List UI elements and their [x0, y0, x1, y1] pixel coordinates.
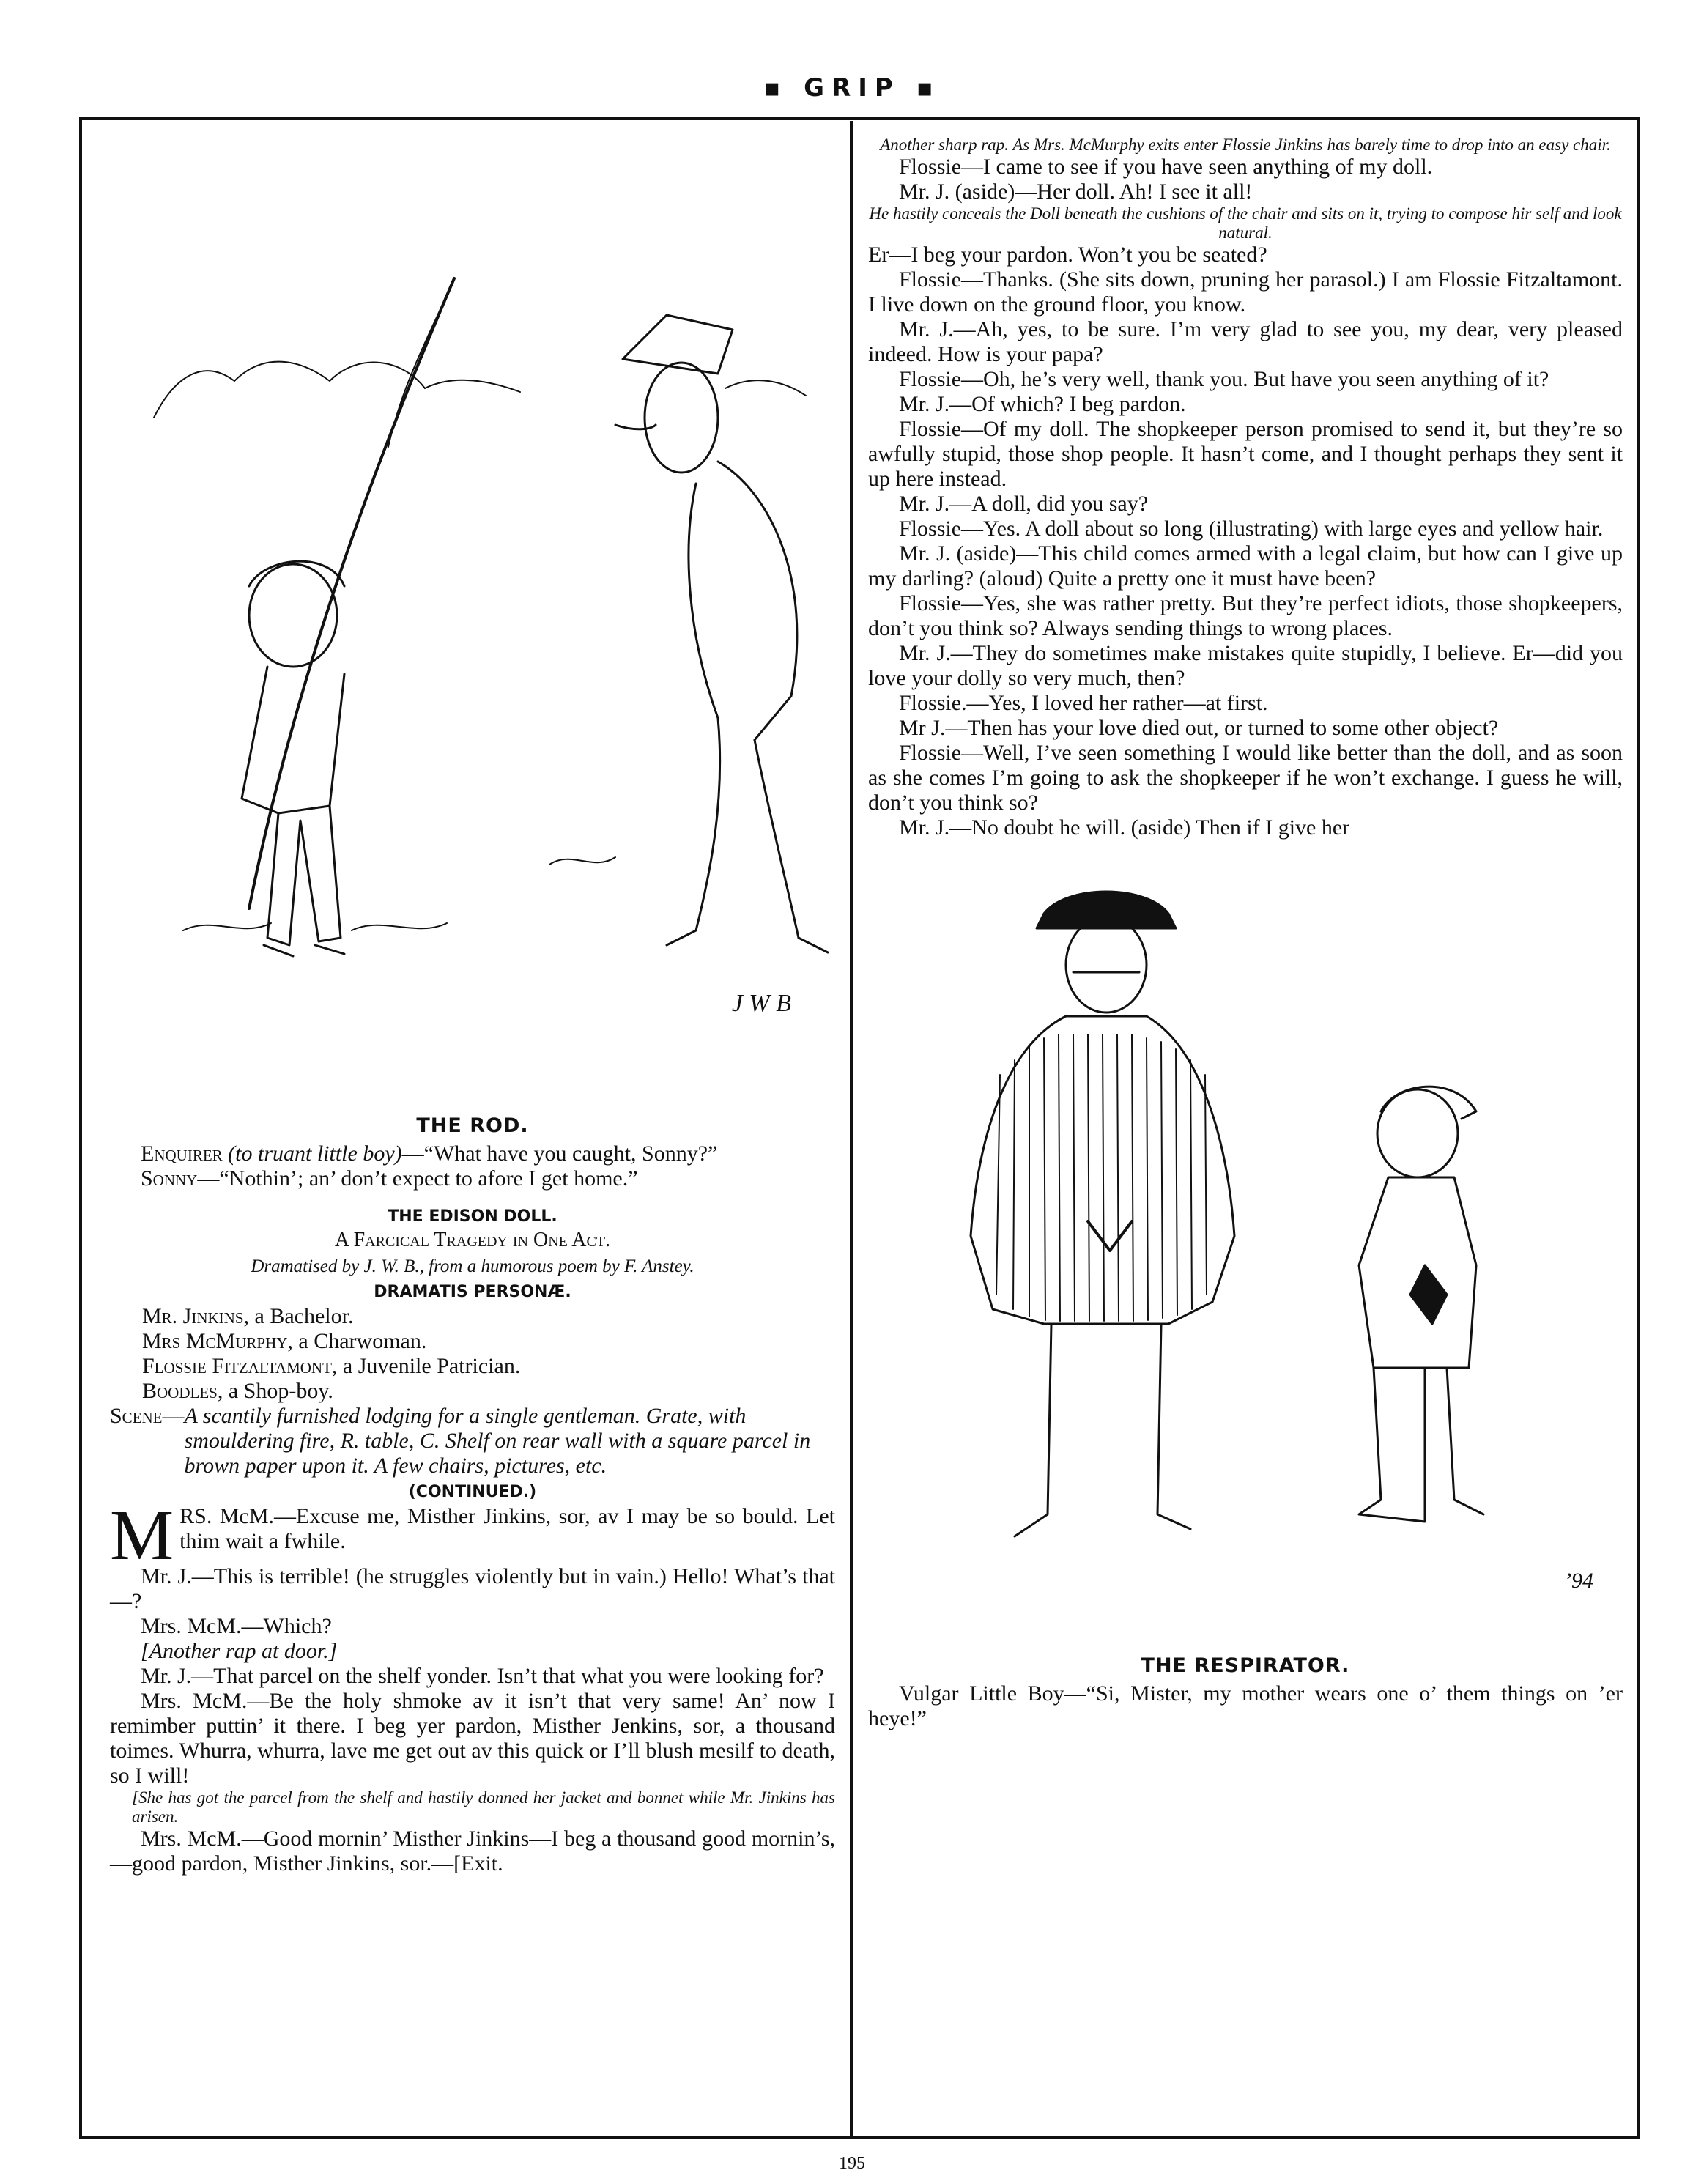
stage-direction: He hastily conceals the Doll beneath the cushions of the chair and sits on it, trying to compose hir self and look natural.	[869, 204, 1622, 242]
rod-line-enquirer: Enquirer (to truant little boy)—“What have you caught, Sonny?”	[141, 1141, 718, 1166]
play-line: Mrs. McM.—Good mornin’ Misther Jinkins—I beg a thousand good mornin’s,—good pardon, Misther Jinkins, sor.—[Exit.	[110, 1826, 835, 1876]
left-column	[110, 139, 835, 1876]
cast-item: Mrs McMurphy, a Charwoman.	[142, 1329, 427, 1353]
play-line: Mr. J. (aside)—Her doll. Ah! I see it all!	[899, 179, 1253, 204]
play-line: Mr. J.—They do sometimes make mistakes quite stupidly, I believe. Er—did you love your dolly so very much, then?	[868, 641, 1623, 690]
dramatis-personae-heading: DRAMATIS PERSONÆ.	[374, 1283, 571, 1301]
play-line: Mr J.—Then has your love died out, or turned to some other object?	[899, 716, 1499, 740]
column-divider	[850, 121, 853, 2136]
cast-list	[110, 1304, 835, 1404]
play-line: Flossie—I came to see if you have seen anything of my doll.	[899, 155, 1433, 179]
play-line: Flossie—Yes, she was rather pretty. But they’re perfect idiots, those shopkeepers, don’t you think so? Always sending things to wrong places.	[868, 591, 1623, 640]
play-line: Flossie—Thanks. (She sits down, pruning her parasol.) I am Flossie Fitzaltamont. I live down on the ground floor, you know.	[868, 267, 1623, 317]
play-line: Flossie.—Yes, I loved her rather—at first.	[899, 691, 1268, 715]
play-line: Mr. J. (aside)—This child comes armed with a legal claim, but how can I give up my darling? (aloud) Quite a pretty one it must have been?	[868, 541, 1623, 591]
continued-label: (CONTINUED.)	[408, 1483, 537, 1501]
rod-line-sonny: Sonny—“Nothin’; an’ don’t expect to afore I get home.”	[141, 1166, 638, 1191]
play-subtitle: A Farcical Tragedy in One Act.	[334, 1229, 611, 1251]
drop-cap: M	[110, 1496, 174, 1575]
page-number: 195	[839, 2154, 865, 2173]
respirator-artist-signature: ’94	[1564, 1569, 1593, 1593]
play-title: THE EDISON DOLL.	[388, 1207, 557, 1226]
stage-direction: [Another rap at door.]	[141, 1639, 338, 1663]
cast-item: Mr. Jinkins, a Bachelor.	[142, 1304, 354, 1328]
stage-direction: [She has got the parcel from the shelf and hastily donned her jacket and bonnet while Mr. Jinkins has arisen.	[132, 1788, 835, 1826]
cast-item: Flossie Fitzaltamont, a Juvenile Patrician.	[142, 1354, 521, 1378]
scene-description: Scene— A scantily furnished lodging for a single gentleman. Grate, with smouldering fire, R. table, C. Shelf on rear wall with a square parcel in brown paper upon it. A few chairs, pictures, etc.	[110, 1404, 811, 1478]
respirator-line: Vulgar Little Boy—“Si, Mister, my mother wears one o’ them things on ’er heye!”	[868, 1681, 1623, 1730]
rod-caption: THE ROD.	[416, 1114, 529, 1137]
rod-illustration	[110, 139, 835, 1106]
right-column	[868, 136, 1623, 1731]
play-line: Mr. J.—Of which? I beg pardon.	[899, 392, 1186, 416]
rod-artist-signature: J W B	[731, 990, 791, 1017]
play-attribution: Dramatised by J. W. B., from a humorous poem by F. Anstey.	[251, 1256, 694, 1276]
play-line: Mr. J.—That parcel on the shelf yonder. Isn’t that what you were looking for?	[141, 1664, 824, 1688]
play-line: Mr. J.—No doubt he will. (aside) Then if I give her	[899, 815, 1350, 840]
play-line: Er—I beg your pardon. Won’t you be seated?	[868, 243, 1267, 267]
play-line: MRS. McM.—Excuse me, Misther Jinkins, sor, av I may be so bould. Let thim wait a fwhile.	[110, 1496, 835, 1575]
cast-item: Boodles, a Shop-boy.	[142, 1379, 333, 1403]
play-line: Flossie—Oh, he’s very well, thank you. But have you seen anything of it?	[899, 367, 1549, 391]
play-line: Mr. J.—A doll, did you say?	[899, 492, 1149, 516]
respirator-illustration	[868, 855, 1623, 1646]
play-line: Flossie—Yes. A doll about so long (illustrating) with large eyes and yellow hair.	[899, 517, 1604, 541]
play-line: Mr. J.—This is terrible! (he struggles violently but in vain.) Hello! What’s that—?	[110, 1564, 835, 1613]
play-line: Mr. J.—Ah, yes, to be sure. I’m very glad to see you, my dear, very pleased indeed. How is your papa?	[868, 317, 1623, 366]
play-line: Flossie—Of my doll. The shopkeeper person promised to send it, but they’re so awfully stupid, those shop people. It hasn’t come, and I thought perhaps they sent it up here instead.	[868, 417, 1623, 491]
stage-direction: Another sharp rap. As Mrs. McMurphy exits enter Flossie Jinkins has barely time to drop into an easy chair.	[880, 136, 1611, 154]
play-line: Mrs. McM.—Be the holy shmoke av it isn’t that very same! An’ now I remimber puttin’ it there. I beg yer pardon, Misther Jenkins, sor, a thousand toimes. Whurra, whurra, lave me get out av this quick or I’ll blush mesilf to death, so I will!	[110, 1689, 835, 1788]
respirator-caption: THE RESPIRATOR.	[1141, 1654, 1350, 1677]
play-line: Mrs. McM.—Which?	[141, 1614, 332, 1638]
masthead: ▪ GRIP ▪	[763, 73, 941, 103]
play-line: Flossie—Well, I’ve seen something I would like better than the doll, and as soon as she comes I’m going to ask the shopkeeper if he won’t exchange. I guess he will, don’t you think so?	[868, 741, 1623, 815]
